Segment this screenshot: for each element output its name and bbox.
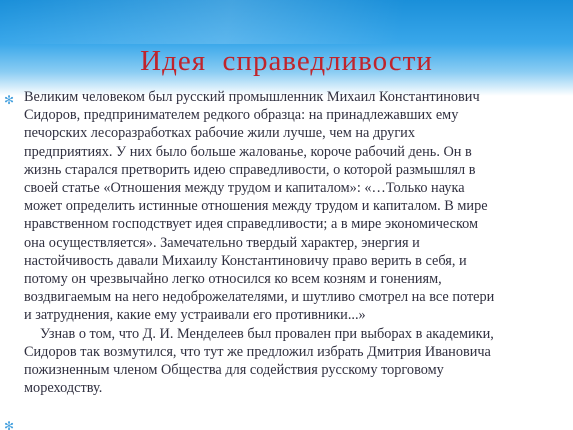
text-line: может определить истинные отношения между трудом и капиталом. В мире (24, 198, 488, 215)
text-line: печорских лесоразработках рабочие жили лучше, чем на других (24, 125, 415, 142)
text-line: Сидоров так возмутился, что тут же предложил избрать Дмитрия Ивановича (24, 343, 491, 360)
text-line: предприятиях. У них было больше жалованье, короче рабочий день. Он в (24, 143, 472, 160)
text-line: воздвигаемым на него недоброжелателями, и шутливо смотрел на все потери (24, 289, 495, 306)
text-line: потому он чрезвычайно легко относился ко всем козням и гонениям, (24, 271, 442, 288)
text-line: жизнь старался претворить идею справедливости, о которой размышлял в (24, 161, 476, 178)
paragraph-1 (24, 88, 554, 325)
bullet-icon: ✻ (4, 93, 15, 107)
text-line: нравственном господствует идея справедливости; а в мире экономическом (24, 216, 479, 233)
bullet-icon: ✻ (4, 419, 15, 430)
text-line: своей статье «Отношения между трудом и капиталом»: «…Только наука (24, 180, 465, 197)
text-line: она осуществляется». Замечательно твердый характер, энергия и (24, 234, 420, 251)
slide-title: Идея справедливости (140, 45, 433, 77)
text-line: Великим человеком был русский промышленник Михаил Константинович (24, 89, 480, 105)
text-line: и затруднения, какие ему устраивали его противники...» (24, 307, 366, 324)
text-line: пожизненным членом Общества для содействия русскому торговому (24, 362, 444, 379)
paragraph-2 (24, 325, 554, 398)
body-text (24, 88, 554, 397)
text-line: настойчивость давали Михаилу Константиновичу право верить в себя, и (24, 252, 467, 269)
text-line: Сидоров, предпринимателем редкого образца: на принадлежавших ему (24, 107, 459, 124)
text-line: мореходству. (24, 380, 103, 397)
text-line: Узнав о том, что Д. И. Менделеев был провален при выборах в академики, (40, 325, 494, 342)
